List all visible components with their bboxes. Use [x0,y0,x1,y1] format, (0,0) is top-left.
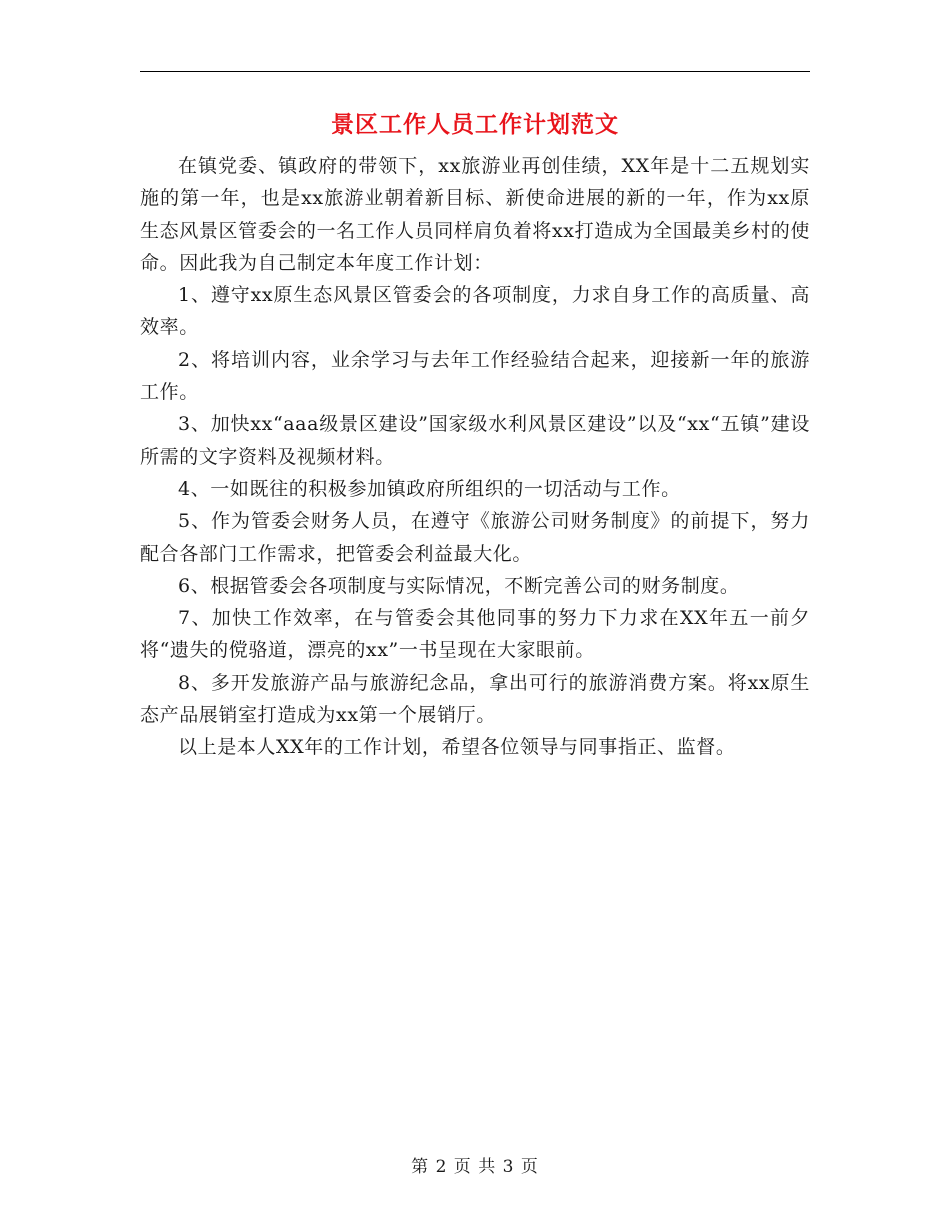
paragraph-item-8: 8、多开发旅游产品与旅游纪念品，拿出可行的旅游消费方案。将xx原生态产品展销室打造成为xx第一个展销厅。 [140,671,810,727]
header-rule [140,71,810,72]
document-title: 景区工作人员工作计划范文 [331,112,619,138]
paragraph-item-6: 6、根据管委会各项制度与实际情况，不断完善公司的财务制度。 [178,574,740,597]
paragraph-closing: 以上是本人XX年的工作计划，希望各位领导与同事指正、监督。 [178,736,736,759]
paragraph-item-2: 2、将培训内容，业余学习与去年工作经验结合起来，迎接新一年的旅游工作。 [140,348,810,404]
paragraph-item-3: 3、加快xx“aaa级景区建设”国家级水利风景区建设”以及“xx“五镇”建设所需的文字资料及视频材料。 [140,413,810,468]
paragraph-item-4: 4、一如既往的积极参加镇政府所组织的一切活动与工作。 [178,477,681,500]
paragraph-item-7: 7、加快工作效率，在与管委会其他同事的努力下力求在XX年五一前夕将“遗失的傥骆道，漂亮的xx”一书呈现在大家眼前。 [140,607,810,662]
paragraph-intro: 在镇党委、镇政府的带领下，xx旅游业再创佳绩，XX年是十二五规划实施的第一年，也是xx旅游业朝着新目标、新使命进展的新的一年，作为xx原生态风景区管委会的一名工作人员同样肩负着将xx打造成为全国最美乡村的使命。因此我为自己制定本年度工作计划： [140,155,810,274]
document-body [140,150,810,764]
page-number-footer: 第 2 页 共 3 页 [411,1157,539,1177]
paragraph-item-1: 1、遵守xx原生态风景区管委会的各项制度，力求自身工作的高质量、高效率。 [140,284,810,339]
paragraph-item-5: 5、作为管委会财务人员，在遵守《旅游公司财务制度》的前提下，努力配合各部门工作需求，把管委会利益最大化。 [140,510,810,565]
